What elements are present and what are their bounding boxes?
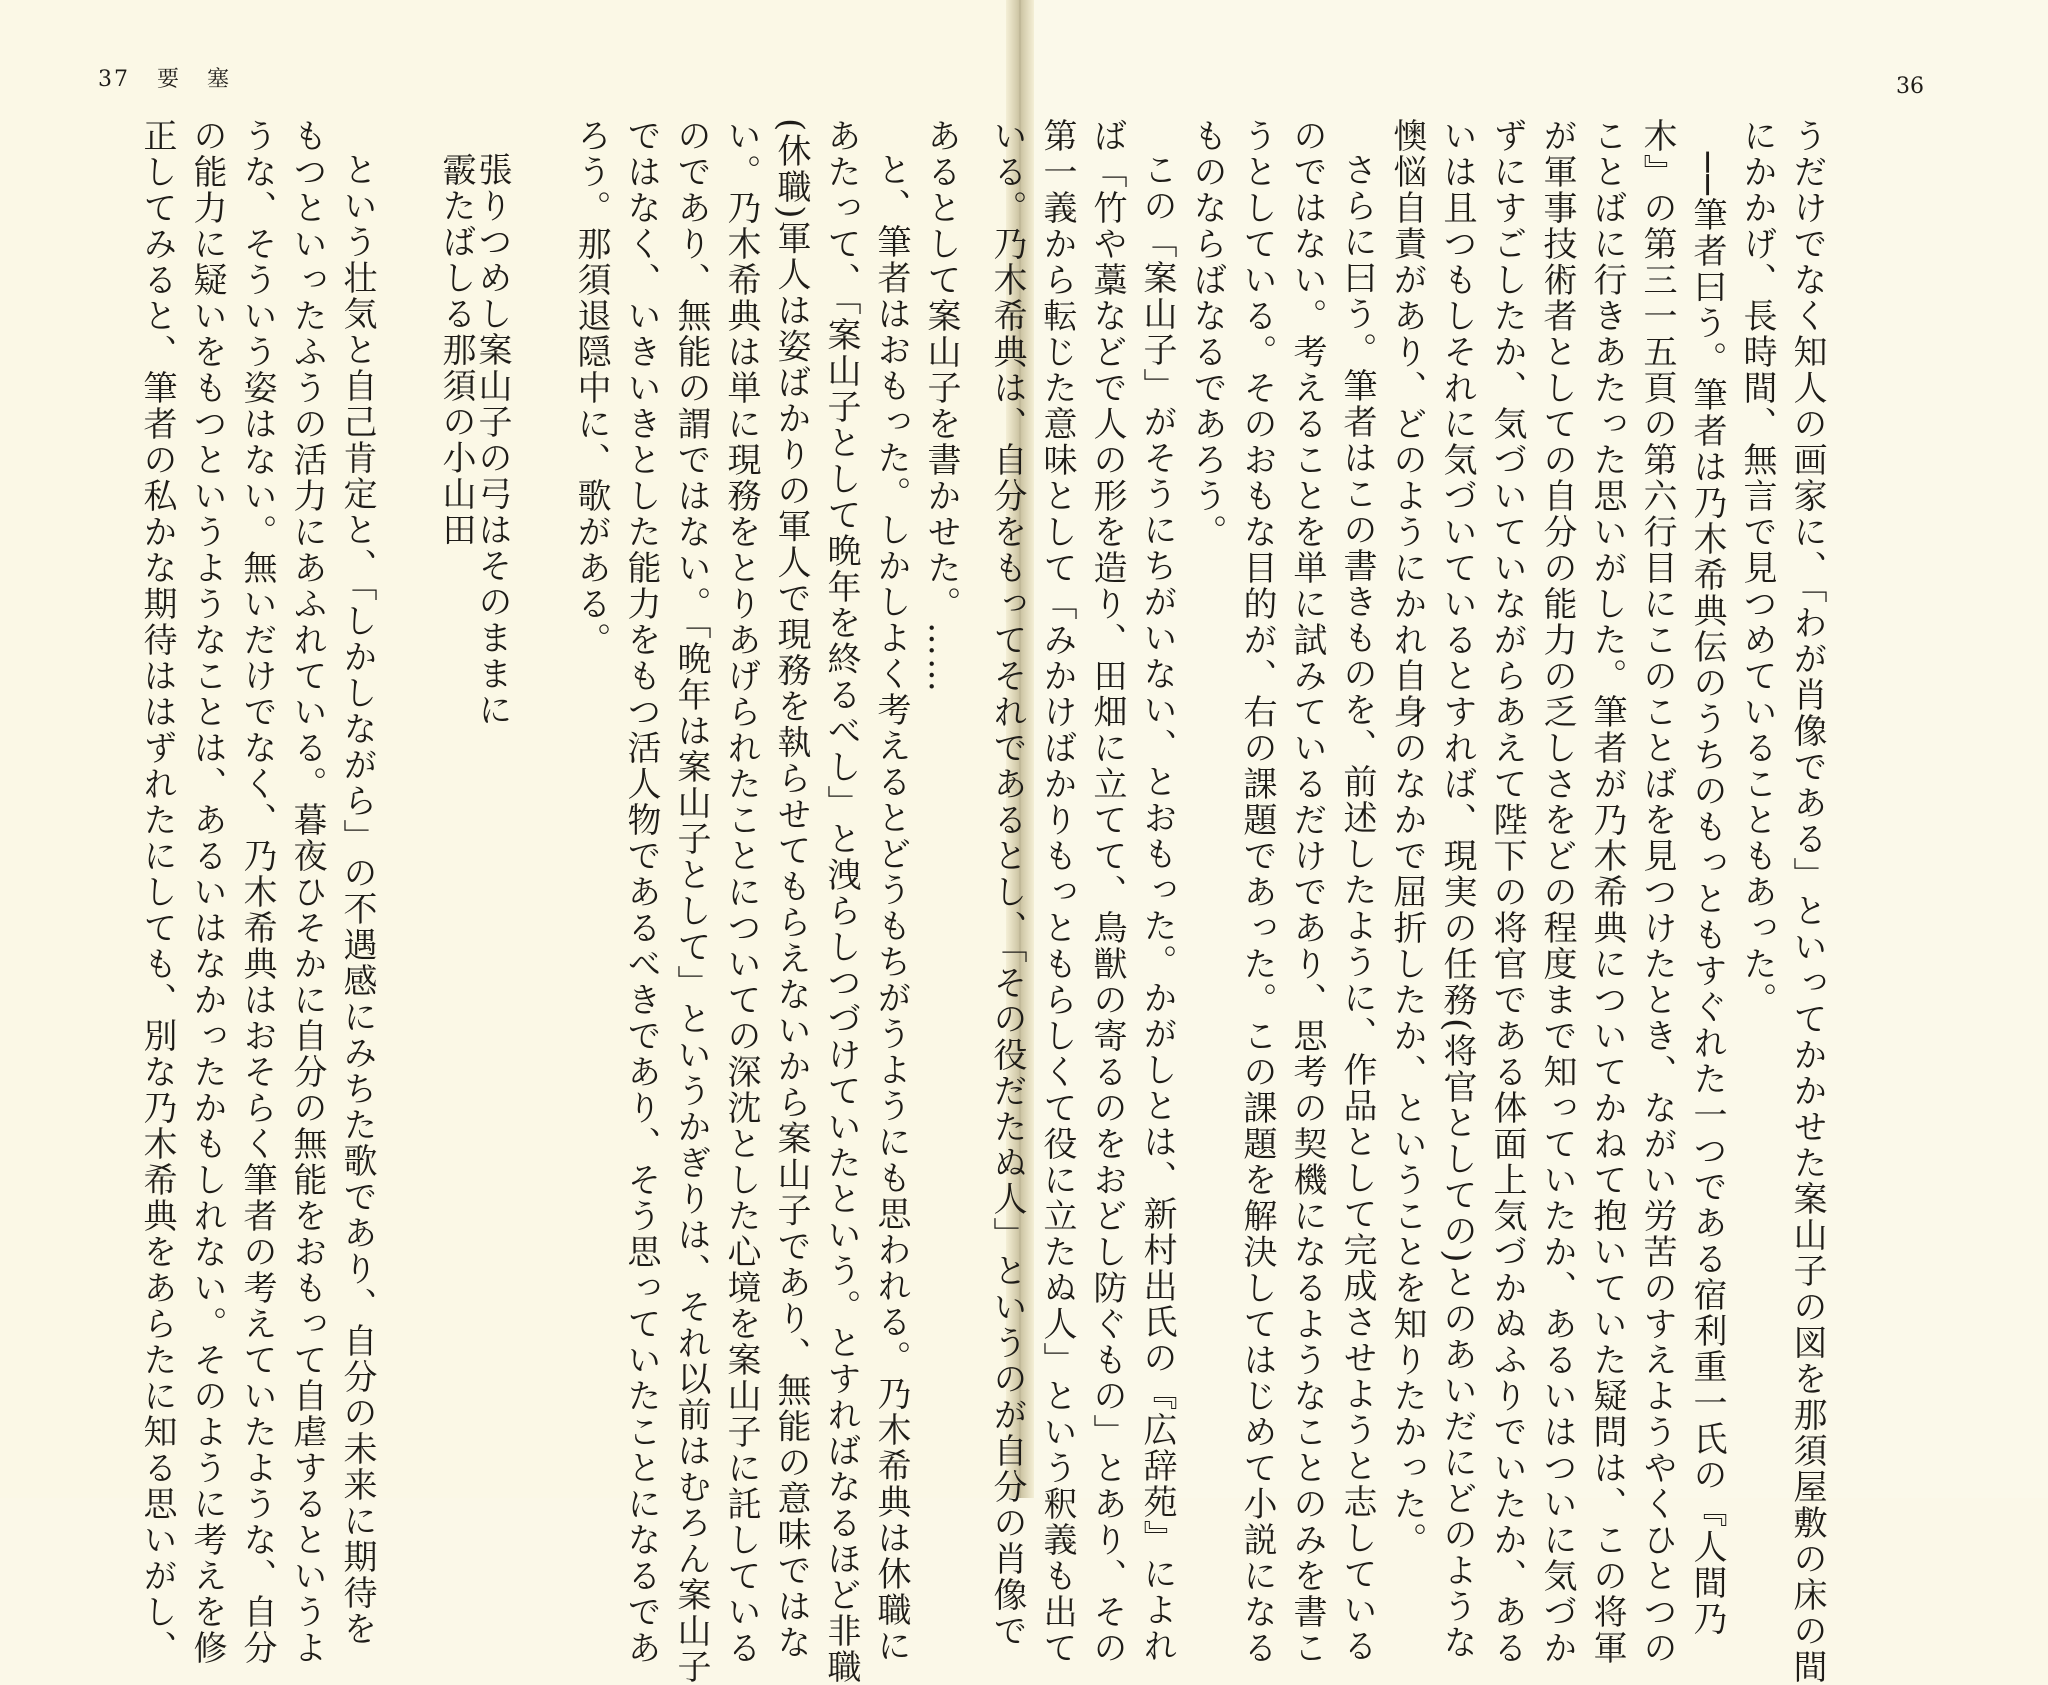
- spacer: [510, 118, 566, 1448]
- text-line: あたって、「案山子として晩年を終るべし」と洩らしつづけていたという。とすればなるほど非職: [821, 118, 861, 1685]
- text-line: と、筆者はおもった。しかしよく考えるとどうもちがうようにも思われる。乃木希典は休職に: [871, 152, 911, 1664]
- spacer: [382, 118, 438, 1448]
- text-line: もつといったふうの活力にあふれている。暮夜ひそかに自分の無能をおもって自虐するというよ: [287, 118, 327, 1666]
- text-line: あるとして案山子を書かせた。……: [921, 118, 961, 694]
- left-page-text: [96, 118, 966, 1685]
- right-page-text: [987, 118, 1832, 1685]
- text-line: ではなく、いきいきとした能力をもつ活人物であるべきであり、そう思っていたことになるであ: [621, 118, 661, 1666]
- text-line: いは且つもしそれに気づいているとすれば、現実の任務(将官としての)とのあいだにどのような: [1437, 118, 1477, 1661]
- text-line: の能力に疑いをもつというようなことは、あるいはなかったかもしれない。そのように考えを修: [187, 118, 227, 1666]
- text-line: うな、そういう姿はない。無いだけでなく、乃木希典はおそらく筆者の考えていたような、自分: [237, 118, 277, 1666]
- poem-line: 張りつめし案山子の弓はそのままに: [472, 152, 512, 728]
- text-line: ものならばなるであろう。: [1187, 118, 1227, 550]
- page-number-right: 36: [1896, 74, 1924, 99]
- text-line: のではない。考えることを単に試みているだけであり、思考の契機になるようなことのみを書こ: [1287, 118, 1327, 1666]
- page-number-left: 37: [98, 67, 130, 92]
- text-line: のであり、無能の謂ではない。「晩年は案山子として」というかぎりは、それ以前はむろん案山子: [671, 118, 711, 1685]
- text-line: さらに曰う。筆者はこの書きものを、前述したように、作品として完成させようと志している: [1337, 152, 1377, 1664]
- text-line: ずにすごしたか、気づいていながらあえて陛下の将官である体面上気づかぬふりでいたか、ある: [1487, 118, 1527, 1666]
- text-line: 懊悩自責があり、どのようにかれ自身のなかで屈折したか、ということを知りたかった。: [1387, 118, 1427, 1558]
- text-line: ──筆者曰う。筆者は乃木希典伝のうちのもっともすぐれた一つである宿利重一氏の『人間乃: [1687, 152, 1727, 1637]
- text-line: ば「竹や藁などで人の形を造り、田畑に立てて、鳥獣の寄るのをおどし防ぐもの」とあり、その: [1087, 118, 1127, 1666]
- text-line: ことばに行きあたった思いがした。筆者が乃木希典についてかねて抱いていた疑問は、この将軍: [1587, 118, 1627, 1666]
- text-line: ろう。那須退隠中に、歌がある。: [571, 118, 611, 658]
- text-line: いる。乃木希典は、自分をもってそれであるとし、「その役だたぬ人」というのが自分の肖像で: [987, 118, 1027, 1649]
- text-line: 第一義から転じた意味として「みかけばかりもっともらしくて役に立たぬ人」という釈義も出て: [1037, 118, 1077, 1666]
- chapter-title: 要塞: [157, 67, 258, 92]
- text-line: にかかげ、長時間、無言で見つめていることもあった。: [1737, 118, 1777, 1018]
- text-line: が軍事技術者としての自分の能力の乏しさをどの程度まで知っていたか、あるいはついに気づか: [1537, 118, 1577, 1666]
- text-line: という壮気と自己肯定と、「しかしながら」の不遇感にみちた歌であり、自分の未来に期待を: [337, 152, 377, 1647]
- text-line: 木』の第三一五頁の第六行目にこのことばを見つけたとき、ながい労苦のすえようやくひとつの: [1637, 118, 1677, 1666]
- poem-line: 霰たばしる那須の小山田: [436, 152, 476, 548]
- text-line: (休職)軍人は姿ばかりの軍人で現務を執らせてもらえないから案山子であり、無能の意味ではな: [771, 118, 811, 1661]
- text-line: い。乃木希典は単に現務をとりあげられたことについての深沈とした心境を案山子に託している: [721, 118, 761, 1666]
- text-line: うだけでなく知人の画家に、「わが肖像である」といってかかせた案山子の図を那須屋敷の床の間: [1787, 118, 1827, 1685]
- text-line: 正してみると、筆者の私かな期待ははずれたにしても、別な乃木希典をあらたに知る思いがし、: [137, 118, 177, 1666]
- running-head: [98, 62, 257, 93]
- text-line: うとしている。そのおもな目的が、右の課題であった。この課題を解決してはじめて小説になる: [1237, 118, 1277, 1666]
- text-line: この「案山子」がそうにちがいない、とおもった。かがしとは、新村出氏の『広辞苑』によれ: [1137, 152, 1177, 1664]
